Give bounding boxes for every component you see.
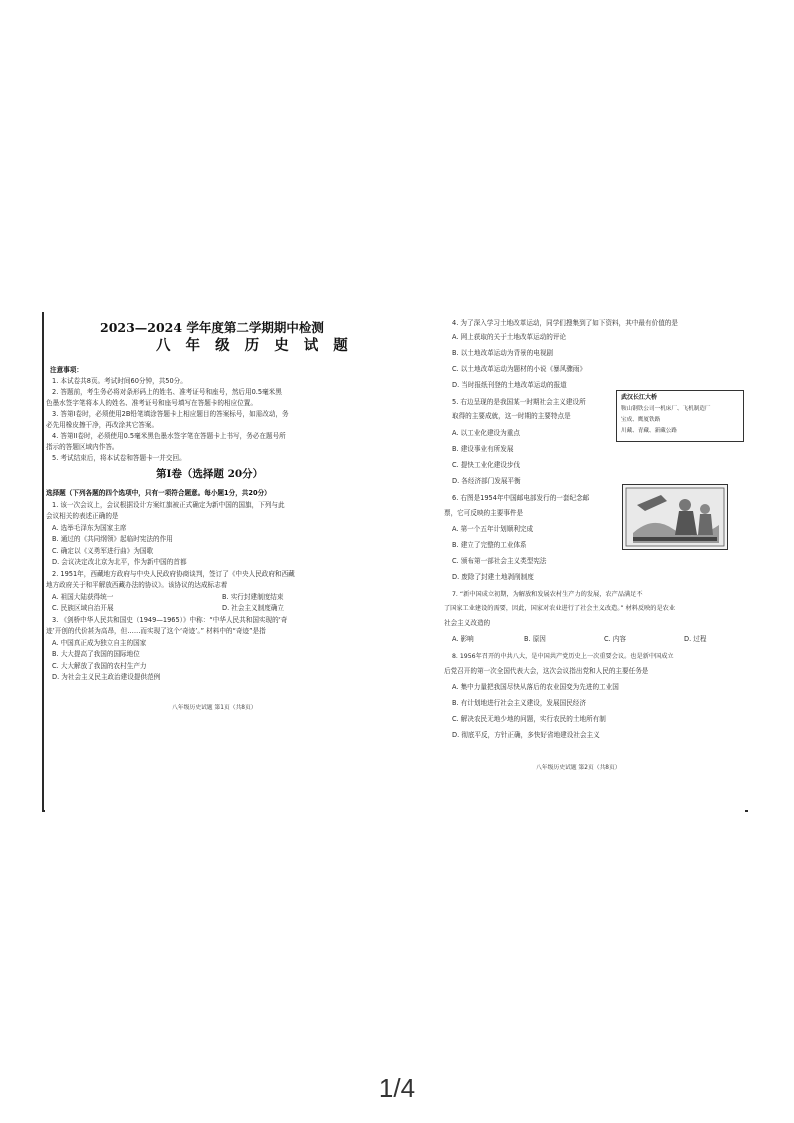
option-line: A. 选举毛泽东为国家主席 (52, 524, 127, 532)
option-line: B. 以土地改革运动为背景的电视剧 (452, 349, 554, 357)
notice-line: 1. 本试卷共8页。考试时间60分钟，共50分。 (52, 377, 187, 385)
notice-line: 色墨水签字笔将本人的姓名、准考证号和座号填写在答题卡的相应位置。 (46, 399, 257, 407)
option-line: D. 当时报纸刊登的土地改革运动的报道 (452, 381, 567, 389)
question-line: 7. “新中国成立初期，为解放和发展农村生产力的发展，农产品满足不 (452, 591, 643, 598)
notice-line: 4. 答第II卷时，必须使用0.5毫米黑色墨水签字笔在答题卡上书写，务必在题号所 (52, 432, 286, 440)
option-line: C. 内容 (604, 635, 626, 643)
option-line: D. 废除了封建土地剥削制度 (452, 573, 534, 581)
notice-heading: 注意事项： (50, 366, 83, 374)
page-footer: 八年级历史试题 第2页（共8页） (536, 765, 621, 771)
question-line: 地方政府关于和平解放西藏办法的协议》。该协议的达成标志着 (46, 581, 228, 589)
question-line: 后党召开的第一次全国代表大会，这次会议指出党和人民的主要任务是 (444, 667, 649, 675)
exam-subject: 八 年 级 历 史 试 题 (156, 337, 353, 354)
option-line: B. 有计划地进行社会主义建设，发展国民经济 (452, 699, 586, 707)
exam-page-2 (418, 312, 774, 810)
option-line: A. 以工业化建设为重点 (452, 429, 520, 437)
section-title: 第Ⅰ卷（选择题 20分） (156, 468, 264, 480)
option-line: A. 集中力量把我国尽快从落后的农业国变为先进的工业国 (452, 683, 619, 691)
question-line: 取得的主要成就，这一时期的主要特点是 (452, 412, 571, 420)
page-footer: 八年级历史试题 第1页（共8页） (172, 705, 257, 711)
question-line: 5. 右边呈现的是我国某一时期社会主义建设所 (452, 398, 586, 406)
question-line: 迹’开创的代价甚为高昂，但……而实现了这个‘奇迹’。” 材料中的“奇迹”是指 (46, 627, 266, 635)
option-line: D. 彻底平反，方针正确，多快好省地建设社会主义 (452, 731, 600, 739)
option-line: B. 建立了完整的工业体系 (452, 541, 527, 549)
option-line: B. 大大提高了我国的国际地位 (52, 650, 140, 658)
option-line: B. 通过的《共同纲领》起临时宪法的作用 (52, 535, 173, 543)
box-line: 宝成、鹰厦铁路 (621, 417, 661, 423)
option-line: A. 第一个五年计划顺利完成 (452, 525, 534, 533)
question-line: 8. 1956年召开的中共八大，是中国共产党历史上一次重要会议。也是新中国成立 (452, 653, 674, 660)
option-line: C. 大大解放了我国的农村生产力 (52, 662, 147, 670)
option-line: C. 提快工业化建设步伐 (452, 461, 521, 469)
notice-line: 5. 考试结束后，将本试卷和答题卡一并交回。 (52, 454, 186, 462)
option-line: D. 各经济部门发展平衡 (452, 477, 521, 485)
question-line: 了国家工业建设的需要，因此，国家对农业进行了社会主义改造。” 材料反映的是农业 (444, 605, 676, 612)
question-line: 会议相关的表述正确的是 (46, 512, 119, 520)
question-line: 票，它可反映的主要事件是 (444, 509, 524, 517)
notice-line: 3. 答第I卷时，必须使用2B铅笔填涂答题卡上相应题目的答案标号，如需改动，务 (52, 410, 289, 418)
notice-line: 指示的答题区域内作答。 (46, 443, 119, 451)
option-line: D. 为社会主义民主政治建设提供范例 (52, 673, 161, 681)
question-line: 6. 右图是1954年中国邮电部发行的一套纪念邮 (452, 494, 590, 502)
question-line: 4. 为了深入学习土地改革运动，同学们搜集到了如下资料，其中最有价值的是 (452, 319, 678, 327)
question-line: 社会主义改造的 (444, 619, 491, 627)
exam-page-1 (44, 312, 400, 810)
stamp-illustration (622, 484, 728, 550)
option-line: A. 中国真正成为独立自主的国家 (52, 639, 147, 647)
option-line: C. 确定以《义勇军进行曲》为国歌 (52, 547, 154, 555)
option-line: A. 影响 (452, 635, 474, 643)
option-line: B. 建设事业有所发展 (452, 445, 514, 453)
section-instruction: 选择题（下列各题的四个选项中，只有一项符合题意。每小题1分，共20分） (46, 489, 271, 497)
option-line: C. 以土地改革运动为题材的小说《暴风骤雨》 (452, 365, 587, 373)
box-line: 武汉长江大桥 (621, 394, 658, 401)
exam-title: 2023—2024 学年度第二学期期中检测 (100, 320, 324, 335)
option-line: D. 会议决定改北京为北平，作为新中国的首都 (52, 558, 187, 566)
option-line: B. 实行封建制度结束 (222, 593, 284, 601)
stamp-figure-image (623, 485, 727, 549)
option-line: C. 民族区域自治开展 (52, 604, 114, 612)
notice-line: 2. 答题前，考生务必将对条形码上的姓名、准考证号和座号，然后用0.5毫米黑 (52, 388, 282, 396)
option-line: D. 社会主义制度确立 (222, 604, 285, 612)
option-line: B. 原因 (524, 635, 546, 643)
option-line: C. 解决农民无地少地的问题，实行农民的土地所有制 (452, 715, 606, 723)
option-line: A. 网上获取的关于土地改革运动的评论 (452, 333, 567, 341)
option-line: A. 祖国大陆获得统一 (52, 593, 114, 601)
option-line: D. 过程 (684, 635, 707, 643)
question-line: 1. 该一次会议上，会议根据设计方案红旗被正式确定为新中国的国旗，下列与此 (52, 501, 285, 509)
question-line: 2. 1951年，西藏地方政府与中央人民政府协商谈判，签订了《中央人民政府和西藏 (52, 570, 295, 578)
achievements-box (616, 390, 744, 442)
page-indicator: 1/4 (378, 1073, 416, 1103)
box-line: 鞍山钢铁公司一机床厂、飞机制造厂 (621, 406, 711, 412)
box-line: 川藏、青藏、新藏公路 (621, 428, 677, 434)
question-line: 3. 《剑桥中华人民共和国史（1949—1965）》中称：“中华人民共和国实现的‘奇 (52, 616, 288, 624)
option-line: C. 颁布第一部社会主义类型宪法 (452, 557, 547, 565)
notice-line: 必先用橡皮擦干净，再改涂其它答案。 (46, 421, 159, 429)
